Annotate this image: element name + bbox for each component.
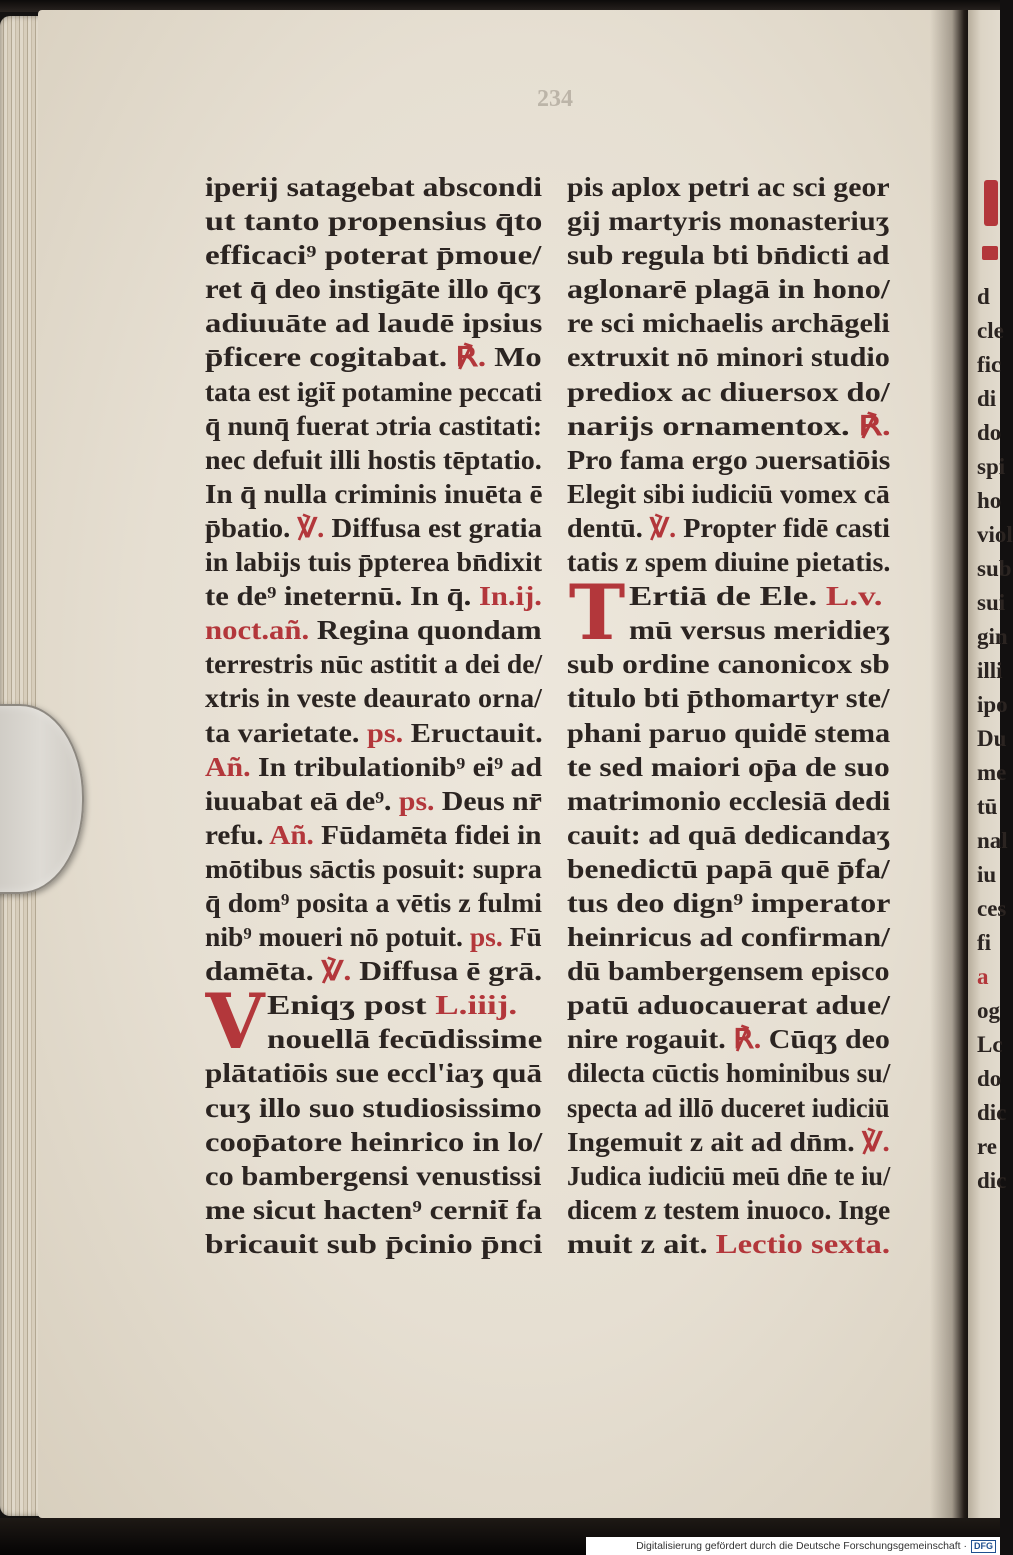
text-line: [567, 1022, 890, 1056]
body-text: Diffusa ē grā.: [351, 956, 543, 987]
body-text: Pro fama ergo ɔuersatiōis: [567, 444, 891, 475]
body-text: p̄batio.: [205, 512, 298, 543]
body-text: nouellā fecūdissime: [267, 1024, 543, 1055]
body-text: Cūqʒ deo: [761, 1024, 890, 1055]
rubric-text: Lectio sexta.: [715, 1228, 890, 1259]
body-text: muit z ait.: [567, 1228, 716, 1259]
right-text-column: [567, 170, 890, 1261]
text-line: [205, 204, 542, 238]
text-line: [205, 375, 542, 409]
facing-page-text-fragment: og: [977, 998, 1000, 1023]
rubric-text: L.v.: [825, 581, 883, 612]
rubric-text: ℟.: [733, 1024, 762, 1055]
body-text: me sicut hacten⁹ cernit̄ fa: [205, 1194, 542, 1225]
body-text: tata est igit̄ potamine peccati: [205, 376, 542, 407]
text-line: [567, 340, 890, 374]
body-text: dilecta cūctis hominibus su/: [567, 1058, 891, 1089]
body-text: dentū.: [567, 512, 650, 543]
body-text: Judica iudiciū meū dn̄e te iu/: [567, 1160, 891, 1191]
facing-page-text-fragment: d: [977, 284, 990, 309]
text-line: [567, 272, 890, 306]
body-text: Regina quondam: [309, 615, 542, 646]
body-text: adiuuāte ad laudē ipsius: [205, 308, 543, 339]
text-line: [205, 1022, 542, 1056]
text-line: [567, 306, 890, 340]
rubric-text: ps.: [398, 785, 435, 816]
rubric-text: Añ.: [269, 819, 314, 850]
body-text: efficaci⁹ poterat p̄moue/: [205, 240, 542, 271]
text-line: [205, 409, 542, 443]
body-text: p̄ficere cogitabat.: [205, 342, 456, 373]
facing-page-text-fragment: spi: [977, 454, 1006, 479]
text-line: [567, 988, 890, 1022]
rubric-initial: T: [568, 568, 626, 658]
text-line: [567, 1091, 890, 1125]
text-line: [567, 613, 890, 647]
text-line: [205, 1056, 542, 1090]
facing-page-text-fragment: a: [977, 964, 989, 989]
body-text: aglonarē plagā in hono/: [567, 274, 890, 305]
body-text: benedictū papā quē p̄fa/: [567, 853, 890, 884]
text-line: [567, 1125, 890, 1159]
body-text: mū versus meridieʒ: [629, 615, 891, 646]
facing-page-text-fragment: iu: [977, 862, 997, 887]
facing-page-text-fragment: sui: [977, 590, 1006, 615]
text-line: [205, 681, 542, 715]
text-line: [205, 852, 542, 886]
text-line: [567, 716, 890, 750]
body-text: plātatiōis sue eccl'iaʒ quā: [205, 1058, 543, 1089]
facing-page-text-fragment: illi: [977, 658, 1003, 683]
body-text: q̄ dom⁹ posita a vētis z fulmi: [205, 887, 543, 918]
body-text: titulo bti p̄thomartyr ste/: [567, 683, 890, 714]
text-line: [567, 511, 890, 545]
facing-page-text-fragment: sub: [977, 556, 1012, 581]
rubric-text: Añ.: [205, 751, 251, 782]
facing-page-text-fragment: fic: [977, 352, 1002, 377]
text-line: [205, 477, 542, 511]
body-text: bricauit sub p̄cinio p̄nci: [205, 1228, 543, 1259]
text-line: [205, 886, 542, 920]
text-line: [567, 1227, 890, 1261]
body-text: Ingemuit z ait ad dn̄m.: [567, 1126, 863, 1157]
facing-page-text-fragment: ho: [977, 488, 1002, 513]
text-line: [205, 1227, 542, 1261]
facing-page-text-fragment: tū: [977, 794, 998, 819]
left-text-column: [205, 170, 542, 1261]
facing-page-text-fragment: do: [977, 1066, 1002, 1091]
text-line: [205, 1125, 542, 1159]
body-text: dicem z testem inuoco. Inge: [567, 1194, 891, 1225]
text-line: [567, 954, 890, 988]
facing-page-text-fragment: Du: [977, 726, 1007, 751]
facing-page-text-fragment: fi: [977, 930, 992, 955]
text-line: [567, 852, 890, 886]
text-line: [567, 647, 890, 681]
text-line: [567, 818, 890, 852]
body-text: terrestris nūc astitit a dei de/: [205, 649, 543, 680]
text-line: [567, 920, 890, 954]
body-text: co bambergensi venustissi: [205, 1160, 542, 1191]
text-line: [567, 681, 890, 715]
body-text: iperij satagebat abscondi: [205, 172, 542, 202]
rubric-text: ℟.: [858, 410, 891, 441]
body-text: damēta.: [205, 956, 322, 987]
book-page: [38, 10, 966, 1518]
body-text: te sed maiori op̄a de suo: [567, 751, 890, 782]
text-line: [205, 545, 542, 579]
rubric-text: ps.: [469, 922, 503, 953]
body-text: prediox ac diuersox do/: [567, 376, 890, 407]
facing-page-text-fragment: ces: [977, 896, 1007, 921]
body-text: nire rogauit.: [567, 1024, 734, 1055]
rubric-initial: V: [205, 977, 265, 1067]
body-text: Fūdamēta fidei in: [313, 819, 542, 850]
text-line: [205, 920, 542, 954]
text-line: [567, 1193, 890, 1227]
rubric-text: ℣.: [649, 512, 677, 543]
text-line: [567, 375, 890, 409]
body-text: Elegit sibi iudiciū vomex cā: [567, 478, 890, 509]
facing-page-text-fragment: gin: [977, 624, 1008, 649]
text-line: [567, 170, 890, 204]
body-text: cauit: ad quā dedicandaʒ: [567, 819, 891, 850]
rubric-text: ℟.: [455, 342, 487, 373]
dfg-logo: DFG: [971, 1540, 996, 1553]
text-line: [567, 1056, 890, 1090]
text-line: [567, 443, 890, 477]
facing-page-text-fragment: di: [977, 386, 997, 411]
facing-page-text-fragment: nal: [977, 828, 1008, 853]
body-text: tus deo dign⁹ imperator: [567, 887, 891, 918]
body-text: Eructauit.: [403, 717, 543, 748]
body-text: q̄ nunq̄ fuerat ɔtria castitati:: [205, 410, 543, 441]
rubric-text: L.iiij.: [435, 990, 518, 1021]
facing-page-text-fragment: viol: [977, 522, 1013, 547]
text-line: [567, 750, 890, 784]
text-line: [205, 272, 542, 306]
body-text: pis aplox petri ac sci geor: [567, 172, 890, 202]
text-line: [567, 204, 890, 238]
facing-rubric-initial: [984, 180, 998, 226]
text-line: [567, 886, 890, 920]
text-line: [567, 477, 890, 511]
text-line: [205, 818, 542, 852]
text-line: [205, 443, 542, 477]
body-text: sub ordine canonicox sb: [567, 649, 890, 680]
text-line: [567, 409, 890, 443]
facing-page-text-fragment: dic: [977, 1168, 1007, 1193]
body-text: extruxit nō minori studio: [567, 342, 890, 373]
body-text: coop̄atore heinrico in lo/: [205, 1126, 543, 1157]
rubric-text: ℣.: [297, 512, 325, 543]
body-text: xtris in veste deaurato orna/: [205, 683, 542, 714]
facing-page-edge: [968, 10, 1013, 1518]
rubric-text: ps.: [367, 717, 404, 748]
text-line: [205, 750, 542, 784]
text-line: [567, 238, 890, 272]
text-line: [205, 647, 542, 681]
text-line: [205, 170, 542, 204]
rubric-text: ℣.: [321, 956, 352, 987]
body-text: ut tanto propensius q̄to: [205, 206, 543, 237]
body-text: In q̄ nulla criminis inuēta ē: [205, 478, 543, 509]
body-text: narijs ornamentox.: [567, 410, 859, 441]
facing-page-text-fragment: me: [977, 760, 1007, 785]
rubric-text: ℣.: [862, 1126, 890, 1157]
body-text: heinricus ad confirman/: [567, 922, 890, 953]
body-text: Propter fidē casti: [676, 512, 890, 543]
body-text: dū bambergensem episco: [567, 956, 890, 987]
body-text: Deus nr̄: [434, 785, 542, 816]
text-line: [205, 716, 542, 750]
body-text: nec defuit illi hostis tēptatio.: [205, 444, 542, 475]
body-text: mōtibus sāctis posuit: supra: [205, 853, 542, 884]
body-text: In tribulationib⁹ ei⁹ ad: [250, 751, 543, 782]
body-text: re sci michaelis archāgeli: [567, 308, 890, 339]
facing-page-text-fragment: dic: [977, 1100, 1007, 1125]
text-line: [205, 511, 542, 545]
text-line: [205, 613, 542, 647]
facing-page-text-fragment: re: [977, 1134, 998, 1159]
body-text: patū aduocauerat adue/: [567, 990, 891, 1021]
body-text: ta varietate.: [205, 717, 368, 748]
facing-page-text-fragment: cle: [977, 318, 1004, 343]
facing-page-text-fragment: ipo: [977, 692, 1008, 717]
rubric-text: noct.añ.: [205, 615, 310, 646]
facing-rubric-mark: [982, 246, 998, 260]
rubric-text: In.ij.: [478, 581, 542, 612]
body-text: Ertiā de Ele.: [629, 581, 826, 612]
text-line: [205, 1159, 542, 1193]
body-text: in labijs tuis p̄pterea bn̄dixit: [205, 547, 543, 578]
body-text: cuʒ illo suo studiosissimo: [205, 1092, 542, 1123]
text-line: [567, 1159, 890, 1193]
footer-bar: [586, 1537, 1000, 1555]
body-text: tatis z spem diuine pietatis.: [567, 547, 891, 578]
facing-page-text-fragment: Lc: [977, 1032, 1003, 1057]
body-text: Fū: [502, 922, 542, 953]
body-text: Eniqʒ post: [267, 990, 436, 1021]
body-text: nib⁹ moueri nō potuit.: [205, 922, 470, 953]
page-number: 234: [537, 86, 573, 112]
text-line: [205, 1091, 542, 1125]
text-line: [205, 1193, 542, 1227]
body-text: iuuabat eā de⁹.: [205, 785, 399, 816]
body-text: matrimonio ecclesiā dedi: [567, 785, 891, 816]
text-line: [205, 306, 542, 340]
text-line: [205, 340, 542, 374]
body-text: refu.: [205, 819, 270, 850]
body-text: phani paruo quidē stema: [567, 717, 891, 748]
body-text: gij martyris monasteriuʒ: [567, 206, 890, 237]
body-text: ret q̄ deo instigāte illo q̄cʒ: [205, 274, 542, 305]
body-text: specta ad illō duceret iudiciū: [567, 1092, 890, 1123]
body-text: te de⁹ ineternū. In q̄.: [205, 581, 479, 612]
text-line: [205, 238, 542, 272]
body-text: Mo: [486, 342, 542, 373]
text-line: [205, 579, 542, 613]
text-line: [567, 784, 890, 818]
body-text: Diffusa est gratia: [324, 512, 542, 543]
text-line: [205, 784, 542, 818]
facing-page-text-fragment: do: [977, 420, 1002, 445]
body-text: sub regula bti bn̄dicti ad: [567, 240, 890, 271]
page-gutter-shadow: [930, 10, 970, 1518]
footer-credit: Digitalisierung gefördert durch die Deutsche Forschungsgemeinschaft ·: [636, 1540, 967, 1552]
